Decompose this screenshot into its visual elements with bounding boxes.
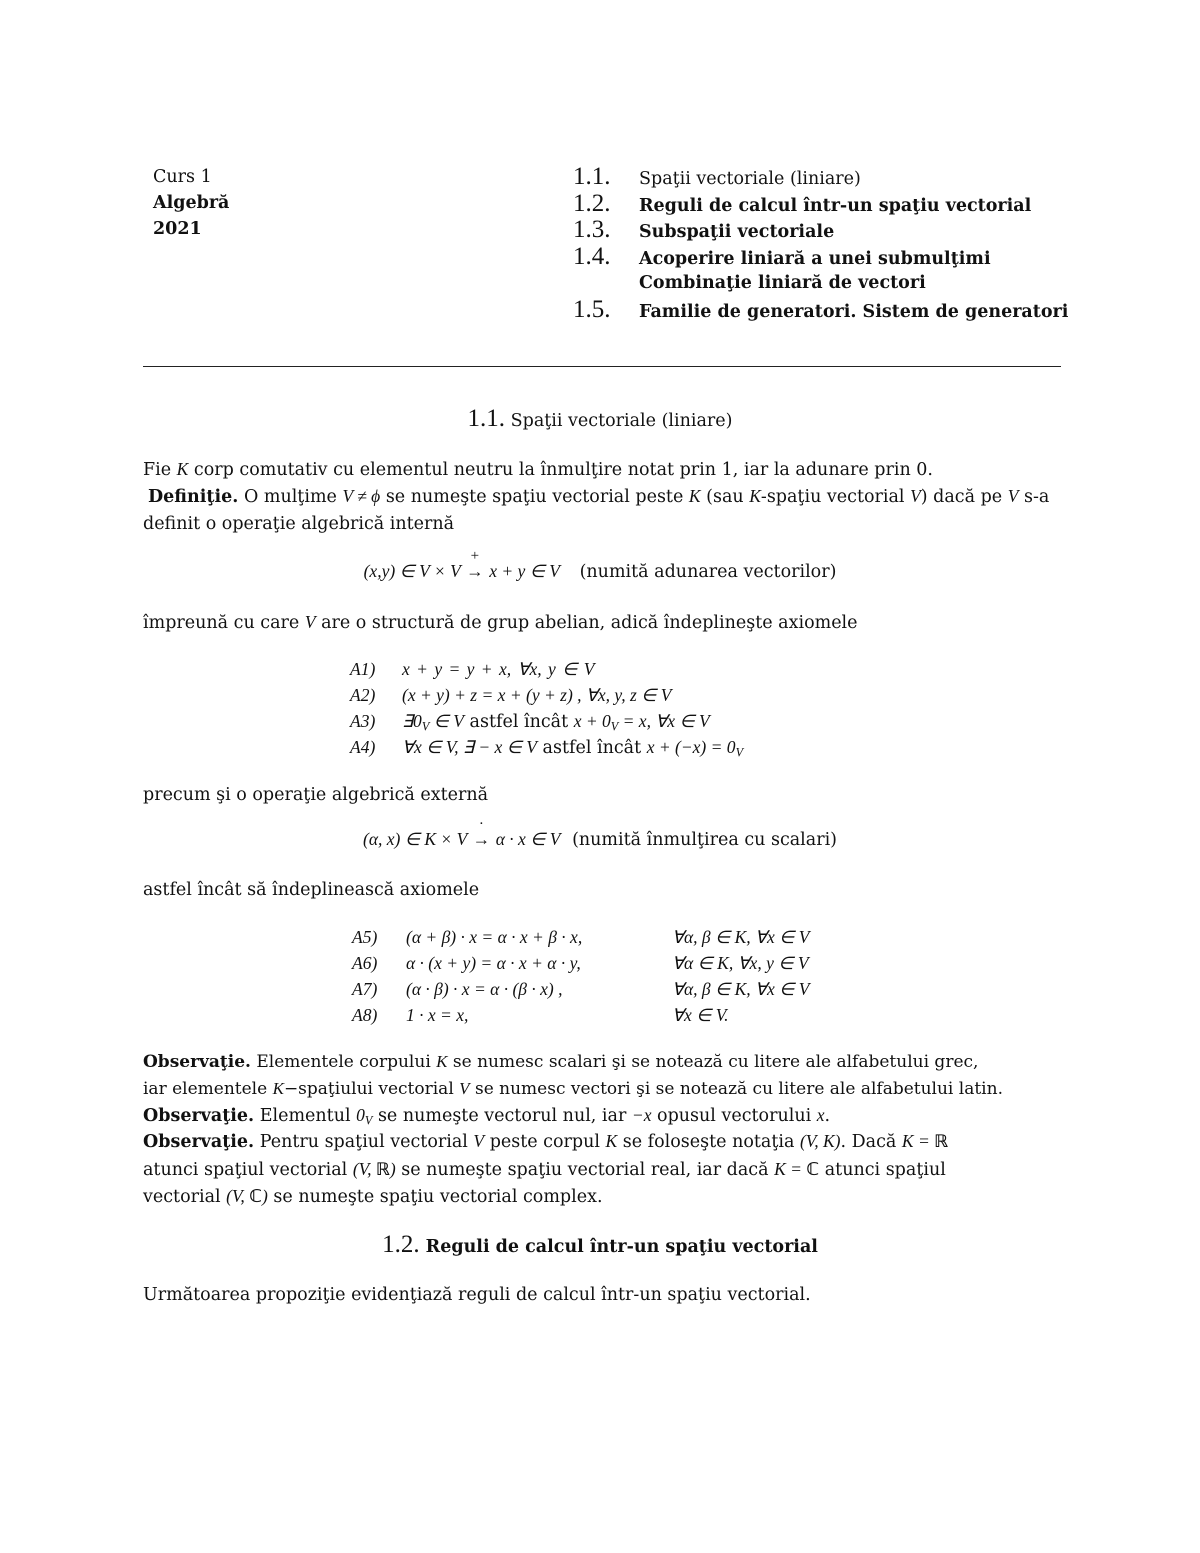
definition-label: Definiţie.	[148, 487, 239, 507]
observation-label: Observaţie.	[143, 1052, 251, 1072]
axiom-a8: A8) 1 · x = x, ∀x ∈ V.	[352, 1005, 729, 1025]
axiom-a6: A6) α · (x + y) = α · x + α · y, ∀α ∈ K, ∀x, y ∈ V	[352, 953, 809, 973]
header-divider	[143, 366, 1061, 367]
course-label: Curs 1	[153, 167, 212, 187]
intro-paragraph: Fie K corp comutativ cu elementul neutru la înmulţire notat prin 1, iar la adunare prin 0.	[143, 459, 933, 480]
external-op-intro: precum şi o operaţie algebrică externă	[143, 785, 489, 805]
observation-2: Observaţie. Elementul $0_V$ se numeşte vectorul nul, iar −x opusul vectorului x.	[143, 1105, 831, 1128]
observation-label: Observaţie.	[143, 1132, 255, 1152]
toc-item[interactable]: 1.5. Familie de generatori. Sistem de generatori	[573, 296, 1069, 323]
definition-paragraph: Definiţie. O mulţime V ≠ ϕ se numeşte spaţiu vectorial peste K (sau K-spaţiu vectorial V) dacă pe V s-a definit o operaţie algebrică internă	[143, 486, 1050, 534]
axiom-a4: A4) ∀x ∈ V, ∃ − x ∈ V astfel încât $x + (-x) = 0_V$	[350, 737, 744, 760]
axiom-a1: A1) x + y = y + x, ∀x, y ∈ V	[350, 659, 595, 679]
section-2-intro: Următoarea propoziţie evidenţiază reguli de calcul într-un spaţiu vectorial.	[143, 1285, 811, 1305]
internal-operation-formula: (x,y) ∈ V × V + → x + y ∈ V (numită adunarea vectorilor)	[363, 548, 837, 582]
course-header	[153, 164, 229, 242]
toc-item[interactable]: 1.1. Spaţii vectoriale (liniare)	[573, 163, 861, 190]
year-label: 2021	[153, 219, 202, 239]
axiom-a5: A5) (α + β) · x = α · x + β · x, ∀α, β ∈ K, ∀x ∈ V	[352, 927, 810, 947]
section-heading-1-2: 1.2. Reguli de calcul într-un spaţiu vectorial	[382, 1231, 818, 1258]
observation-label: Observaţie.	[143, 1106, 255, 1126]
external-operation-formula: (α, x) ∈ K × V · → α · x ∈ V (numită înmulţirea cu scalari)	[363, 816, 837, 850]
toc-item[interactable]: 1.3. Subspaţii vectoriale	[573, 216, 835, 243]
abelian-group-paragraph: împreună cu care V are o structură de grup abelian, adică îndeplineşte axiomele	[143, 612, 858, 633]
subject-label: Algebră	[153, 193, 230, 213]
axiom-a7: A7) (α · β) · x = α · (β · x) , ∀α, β ∈ K, ∀x ∈ V	[352, 979, 810, 999]
observation-1: Observaţie. Elementele corpului K se numesc scalari şi se notează cu litere ale alfabetului grec, iar elementele K−spaţiului vectorial V se numesc vectori şi se notează cu litere ale alfabetului latin.	[143, 1052, 1003, 1099]
observation-3: Observaţie. Pentru spaţiul vectorial V peste corpul K se foloseşte notaţia (V, K). Dacă K = ℝ atunci spaţiul vectorial (V, ℝ) se numeşte spaţiu vectorial real, iar dacă K = ℂ atunci spaţiul vectorial (V, ℂ) se numeşte spaţiu vectorial complex.	[143, 1131, 949, 1207]
axioms-intro: astfel încât să îndeplinească axiomele	[143, 880, 480, 900]
toc-item[interactable]: Combinaţie liniară de vectori	[639, 273, 926, 293]
toc-item[interactable]: 1.2. Reguli de calcul într-un spaţiu vectorial	[573, 190, 1032, 217]
section-heading-1-1: 1.1. Spaţii vectoriale (liniare)	[467, 405, 733, 432]
table-of-contents	[573, 163, 1133, 333]
toc-item[interactable]: 1.4. Acoperire liniară a unei submulţimi	[573, 243, 991, 270]
axiom-a3: A3) $\exists 0_V$ ∈ V astfel încât $x + 0_V = x$, ∀x ∈ V	[350, 711, 710, 734]
axiom-a2: A2) (x + y) + z = x + (y + z) , ∀x, y, z ∈ V	[350, 685, 672, 705]
